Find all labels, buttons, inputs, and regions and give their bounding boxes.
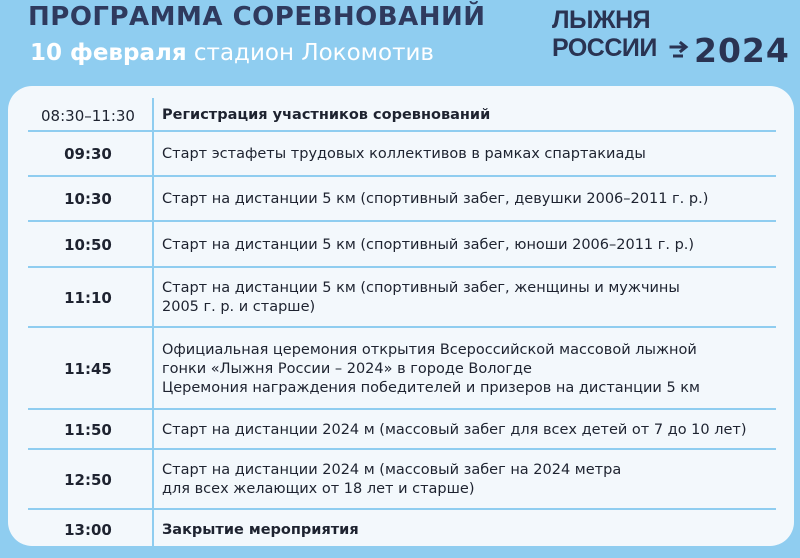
schedule-row: [28, 222, 776, 268]
description-line: для всех желающих от 18 лет и старше): [162, 481, 475, 497]
schedule-description: [162, 236, 770, 255]
event-date: 10 февраля: [30, 40, 187, 66]
schedule-description: [162, 421, 770, 440]
event-subtitle: [30, 40, 434, 66]
logo-line-2: РОССИИ: [552, 34, 657, 62]
schedule-description: [162, 461, 770, 499]
logo-year: 2024: [694, 31, 790, 70]
schedule-row: [28, 132, 776, 177]
description-line: Официальная церемония открытия Всероссийской массовой лыжной: [162, 342, 697, 358]
schedule-time: 09:30: [64, 145, 112, 163]
schedule-time: 12:50: [64, 471, 112, 489]
header: [0, 0, 800, 86]
schedule-row: [28, 450, 776, 510]
schedule-time: 10:30: [64, 190, 112, 208]
event-venue: стадион Локомотив: [193, 40, 434, 66]
schedule-time: 10:50: [64, 236, 112, 254]
description-line: Старт на дистанции 5 км (спортивный забег, женщины и мужчины: [162, 280, 680, 296]
arrow-icon: [669, 40, 693, 62]
description-line: Старт на дистанции 2024 м (массовый забег для всех детей от 7 до 10 лет): [162, 422, 747, 438]
schedule-row: [28, 410, 776, 450]
description-line: Старт на дистанции 2024 м (массовый забег на 2024 метра: [162, 462, 622, 478]
schedule-time: 11:10: [64, 289, 112, 307]
schedule-time: 08:30–11:30: [41, 107, 135, 125]
schedule-description: [162, 279, 770, 317]
schedule-row: [28, 98, 776, 132]
schedule-row: [28, 268, 776, 328]
schedule-time: 11:50: [64, 421, 112, 439]
page-title: ПРОГРАММА СОРЕВНОВАНИЙ: [28, 2, 486, 32]
description-line: Регистрация участников соревнований: [162, 107, 491, 123]
schedule-row: [28, 177, 776, 222]
description-line: Церемония награждения победителей и призеров на дистанции 5 км: [162, 380, 700, 396]
schedule-description: [162, 341, 770, 398]
schedule-row: [28, 510, 776, 550]
description-line: гонки «Лыжня России – 2024» в городе Вологде: [162, 361, 532, 377]
logo-line-1: ЛЫЖНЯ: [552, 6, 651, 34]
schedule-time: 11:45: [64, 360, 112, 378]
schedule-description: [162, 190, 770, 209]
description-line: Закрытие мероприятия: [162, 522, 359, 538]
schedule-description: [162, 521, 770, 540]
description-line: 2005 г. р. и старше): [162, 299, 316, 315]
schedule-description: [162, 145, 770, 164]
description-line: Старт на дистанции 5 км (спортивный забег, юноши 2006–2011 г. р.): [162, 237, 695, 253]
description-line: Старт эстафеты трудовых коллективов в рамках спартакиады: [162, 146, 646, 162]
ski-track-logo: [552, 6, 792, 72]
schedule-description: [162, 106, 770, 125]
schedule-row: [28, 328, 776, 410]
schedule-time: 13:00: [64, 521, 112, 539]
schedule-card: [8, 86, 794, 546]
description-line: Старт на дистанции 5 км (спортивный забег, девушки 2006–2011 г. р.): [162, 191, 709, 207]
